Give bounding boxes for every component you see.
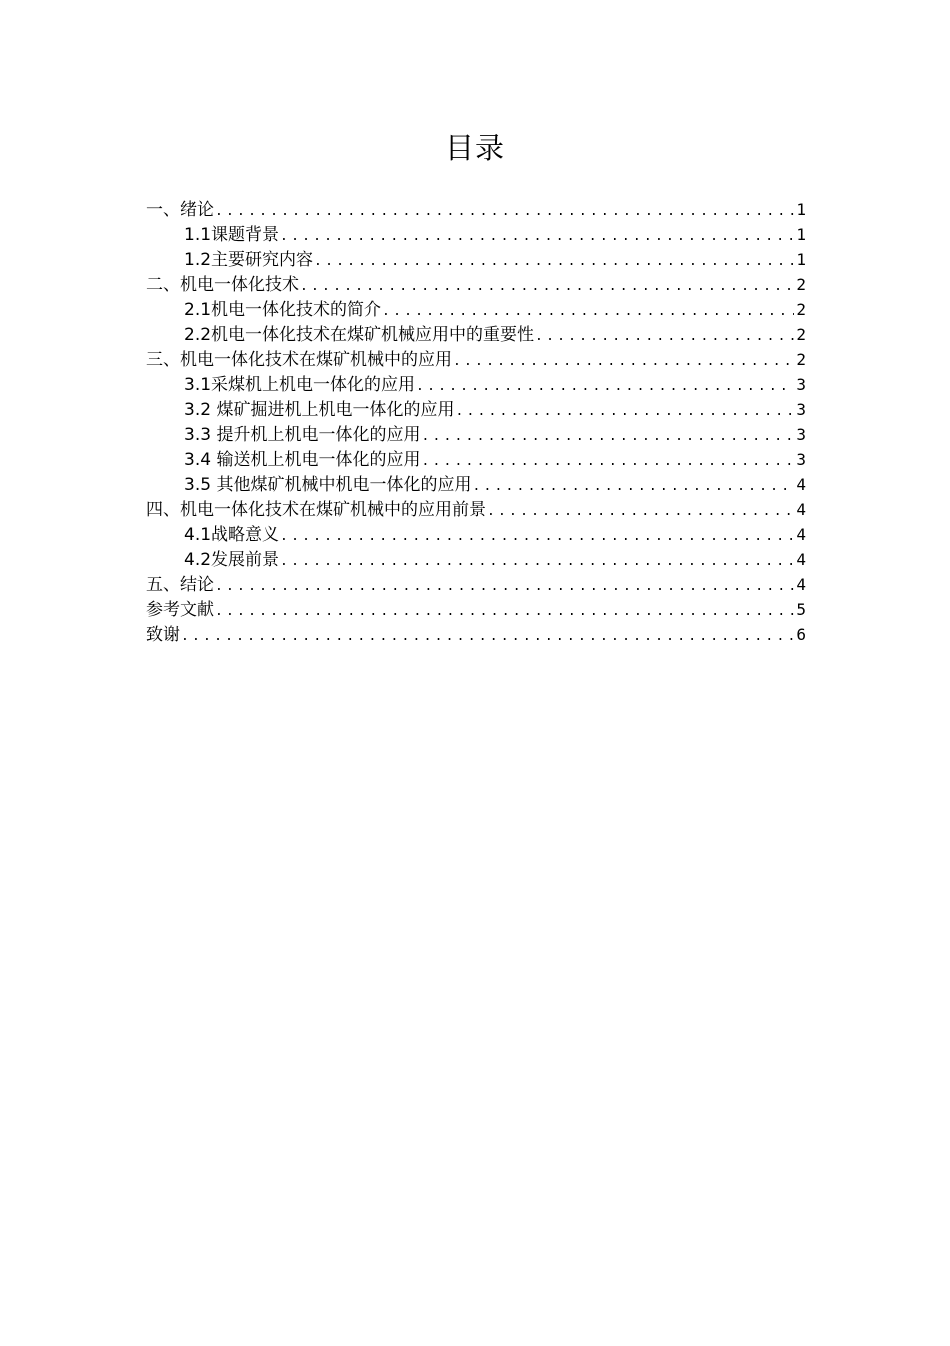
toc-entry[interactable] bbox=[146, 347, 806, 372]
toc-entry-title: 2.1机电一体化技术的简介 bbox=[184, 300, 382, 320]
toc-entry[interactable] bbox=[146, 547, 806, 572]
toc-entry-title: 3.5 其他煤矿机械中机电一体化的应用 bbox=[184, 475, 472, 495]
dot-leader bbox=[455, 399, 794, 424]
toc-entry-page: 1 bbox=[796, 250, 806, 269]
toc-entry-title: 四、机电一体化技术在煤矿机械中的应用前景 bbox=[146, 500, 486, 520]
toc-entry-title: 4.2发展前景 bbox=[184, 550, 280, 570]
toc-entry[interactable] bbox=[146, 297, 806, 322]
toc-entry-page: 5 bbox=[796, 600, 806, 619]
toc-entry-page: 3 bbox=[796, 375, 806, 394]
toc-entry[interactable] bbox=[146, 197, 806, 222]
dot-leader bbox=[280, 524, 794, 549]
toc-entry-title: 3.1采煤机上机电一体化的应用 bbox=[184, 375, 416, 395]
toc-entry-title: 三、机电一体化技术在煤矿机械中的应用 bbox=[146, 350, 452, 370]
dot-leader bbox=[181, 624, 794, 649]
toc-entry-page: 1 bbox=[796, 200, 806, 219]
dot-leader bbox=[382, 299, 794, 324]
page-title: 目录 bbox=[444, 131, 505, 165]
toc-entry[interactable] bbox=[146, 522, 806, 547]
toc-entry-page: 4 bbox=[796, 575, 806, 594]
toc-entry[interactable] bbox=[146, 247, 806, 272]
toc-entry[interactable] bbox=[146, 622, 806, 647]
toc-entry-page: 1 bbox=[796, 225, 806, 244]
dot-leader bbox=[472, 474, 794, 499]
toc-entry[interactable] bbox=[146, 422, 806, 447]
toc-entry[interactable] bbox=[146, 397, 806, 422]
toc-entry-page: 2 bbox=[796, 350, 806, 369]
dot-leader bbox=[487, 499, 794, 524]
dot-leader bbox=[421, 449, 794, 474]
dot-leader bbox=[416, 374, 794, 399]
dot-leader bbox=[215, 599, 794, 624]
dot-leader bbox=[215, 199, 794, 224]
toc-entry-title: 3.4 输送机上机电一体化的应用 bbox=[184, 450, 421, 470]
toc-entry[interactable] bbox=[146, 572, 806, 597]
toc-entry-page: 4 bbox=[796, 475, 806, 494]
toc-entry[interactable] bbox=[146, 322, 806, 347]
dot-leader bbox=[280, 224, 794, 249]
toc-entry-title: 1.1课题背景 bbox=[184, 225, 280, 245]
toc-entry[interactable] bbox=[146, 447, 806, 472]
toc-entry-page: 3 bbox=[796, 400, 806, 419]
toc-entry-page: 2 bbox=[796, 325, 806, 344]
toc-entry-title: 2.2机电一体化技术在煤矿机械应用中的重要性 bbox=[184, 325, 535, 345]
toc-entry-page: 6 bbox=[796, 625, 806, 644]
toc-entry[interactable] bbox=[146, 597, 806, 622]
toc-entry-title: 参考文献 bbox=[146, 600, 214, 620]
toc-entry-page: 3 bbox=[796, 425, 806, 444]
toc-entry-page: 2 bbox=[796, 275, 806, 294]
toc-entry-page: 4 bbox=[796, 500, 806, 519]
dot-leader bbox=[280, 549, 794, 574]
toc-entry-title: 二、机电一体化技术 bbox=[146, 275, 299, 295]
toc-entry-title: 1.2主要研究内容 bbox=[184, 250, 314, 270]
toc-entry-title: 致谢 bbox=[146, 625, 180, 645]
toc-entry-page: 4 bbox=[796, 550, 806, 569]
toc-entry[interactable] bbox=[146, 272, 806, 297]
toc-entry[interactable] bbox=[146, 222, 806, 247]
dot-leader bbox=[453, 349, 794, 374]
dot-leader bbox=[421, 424, 794, 449]
toc-entry-title: 一、绪论 bbox=[146, 200, 214, 220]
toc-entry-title: 3.2 煤矿掘进机上机电一体化的应用 bbox=[184, 400, 455, 420]
toc-entry-page: 2 bbox=[796, 300, 806, 319]
dot-leader bbox=[535, 324, 794, 349]
toc-entry-page: 4 bbox=[796, 525, 806, 544]
toc-entry-title: 4.1战略意义 bbox=[184, 525, 280, 545]
toc-entry[interactable] bbox=[146, 372, 806, 397]
toc-entry-page: 3 bbox=[796, 450, 806, 469]
table-of-contents bbox=[146, 197, 806, 647]
toc-entry[interactable] bbox=[146, 497, 806, 522]
dot-leader bbox=[215, 574, 794, 599]
toc-entry-title: 五、结论 bbox=[146, 575, 214, 595]
toc-entry[interactable] bbox=[146, 472, 806, 497]
dot-leader bbox=[314, 249, 794, 274]
dot-leader bbox=[300, 274, 794, 299]
toc-entry-title: 3.3 提升机上机电一体化的应用 bbox=[184, 425, 421, 445]
